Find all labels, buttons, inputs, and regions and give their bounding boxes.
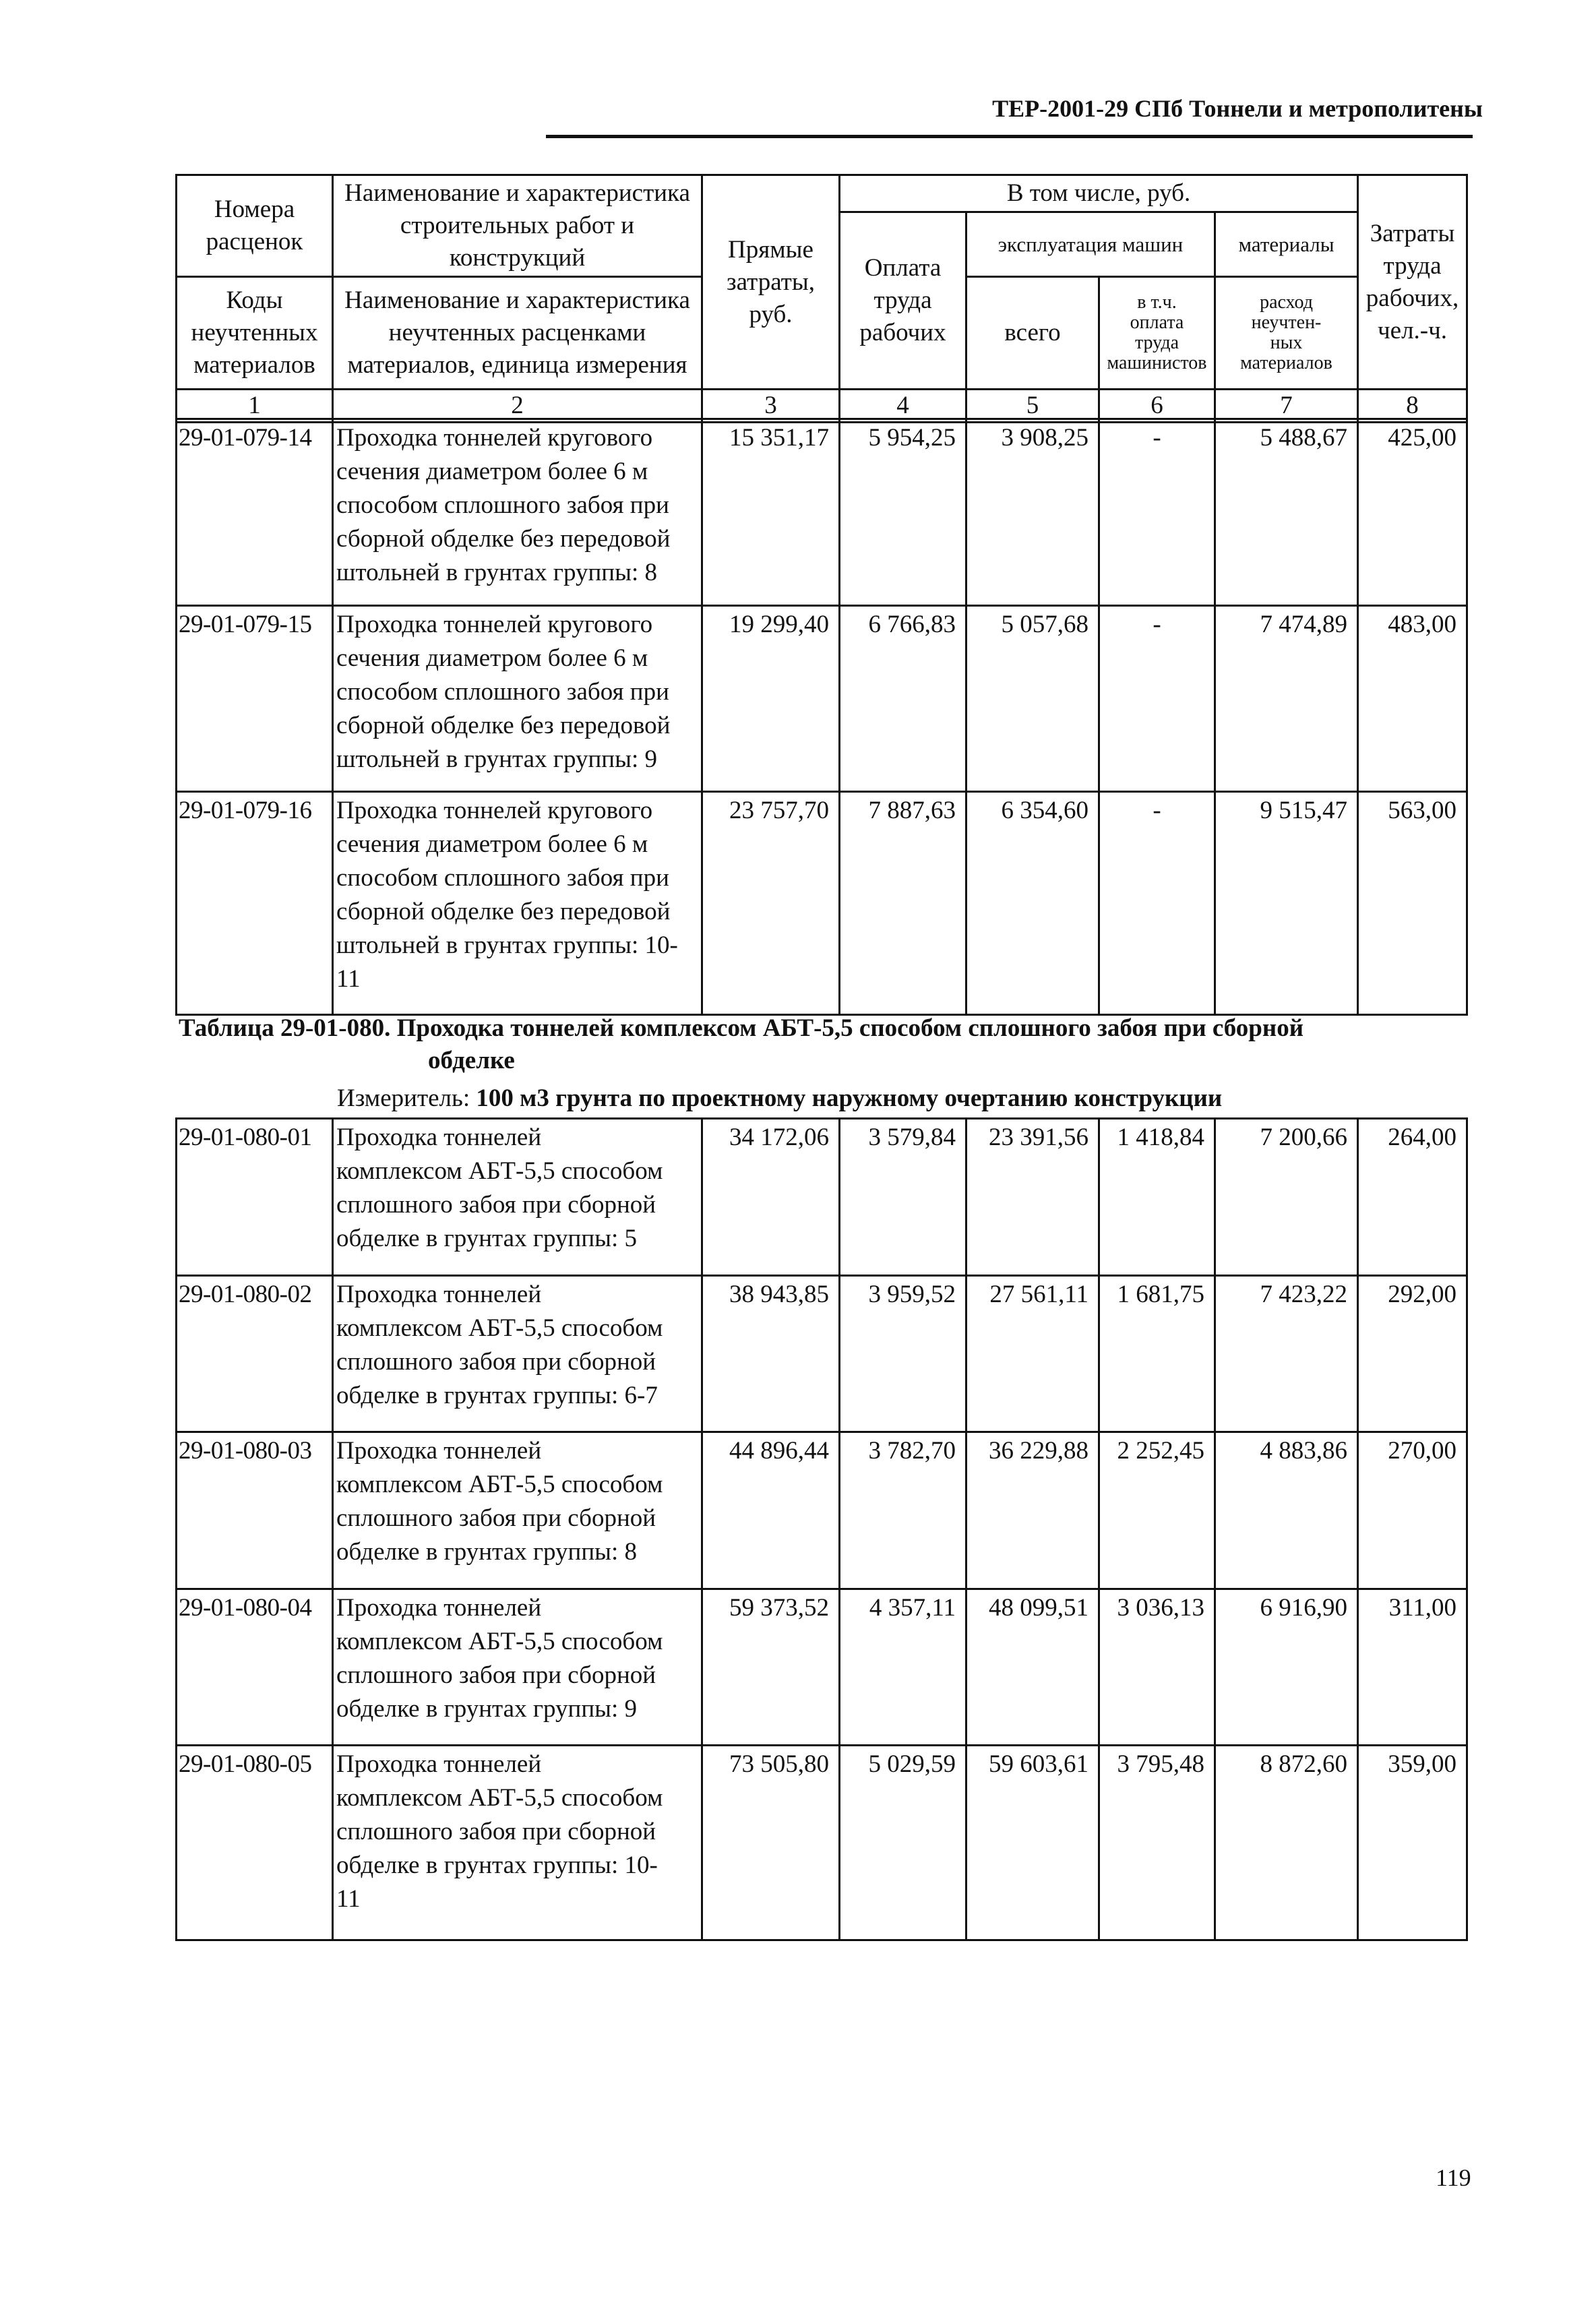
rate-name-line: Проходка тоннелей кругового <box>336 610 653 638</box>
rate-name-line: сечения диаметром более 6 м <box>336 458 648 485</box>
direct-cost: 34 172,06 <box>702 1119 840 1276</box>
materials-cost: 9 515,47 <box>1215 792 1358 1015</box>
rate-name-line: Проходка тоннелей <box>336 1124 542 1151</box>
materials-cost: 8 872,60 <box>1215 1746 1358 1940</box>
rate-code: 29-01-080-03 <box>177 1432 333 1589</box>
measure-value: 100 м3 грунта по проектному наружному очертанию конструкции <box>476 1084 1223 1112</box>
rate-name-line: штольней в грунтах группы: 10- <box>336 931 678 960</box>
column-number: 7 <box>1215 390 1358 423</box>
direct-cost: 38 943,85 <box>702 1275 840 1432</box>
header-text: неучтенных <box>191 319 318 346</box>
materials-cost: 4 883,86 <box>1215 1432 1358 1589</box>
rate-code: 29-01-079-16 <box>177 792 333 1015</box>
rate-name-line: сплошного забоя при сборной <box>336 1347 656 1376</box>
header-text: материалов <box>1240 352 1332 373</box>
table-row <box>177 605 1467 792</box>
operators-cost: 1 681,75 <box>1099 1275 1215 1432</box>
labor-cost: 7 887,63 <box>840 792 966 1015</box>
header-text: затраты, <box>727 268 815 296</box>
header-text: Оплата <box>864 254 942 282</box>
labor-hours: 264,00 <box>1358 1119 1467 1276</box>
direct-cost: 44 896,44 <box>702 1432 840 1589</box>
machines-cost: 36 229,88 <box>966 1432 1099 1589</box>
rate-code: 29-01-080-05 <box>177 1746 333 1940</box>
labor-cost: 3 579,84 <box>840 1119 966 1276</box>
rate-name-line: обделке в грунтах группы: 5 <box>336 1225 638 1252</box>
materials-cost: 7 474,89 <box>1215 605 1358 792</box>
header-materials: материалы <box>1215 212 1358 277</box>
column-number: 3 <box>702 390 840 423</box>
rate-name-line: 11 <box>336 1885 361 1913</box>
page-number: 119 <box>1436 2164 1471 2191</box>
header-col5: всего <box>966 277 1099 390</box>
header-text: труда <box>1383 251 1442 280</box>
column-number: 4 <box>840 390 966 423</box>
operators-cost: 3 036,13 <box>1099 1589 1215 1746</box>
header-col8 <box>1358 175 1467 390</box>
rate-name-line: Проходка тоннелей <box>336 1437 542 1465</box>
direct-cost: 59 373,52 <box>702 1589 840 1746</box>
labor-cost: 6 766,83 <box>840 605 966 792</box>
rate-name <box>333 1589 702 1746</box>
header-text: труда <box>1134 332 1179 353</box>
header-text: Номера <box>214 195 295 223</box>
header-text: в т.ч. <box>1137 292 1177 313</box>
rate-name-line: обделке в грунтах группы: 9 <box>336 1694 638 1723</box>
labor-hours: 563,00 <box>1358 792 1467 1015</box>
rate-name <box>333 1746 702 1940</box>
rate-name-line: Проходка тоннелей кругового <box>336 424 653 452</box>
rate-name-line: комплексом АБТ-5,5 способом <box>336 1784 663 1812</box>
column-number: 2 <box>333 390 702 423</box>
header-text: материалов, единица измерения <box>347 351 687 379</box>
labor-hours: 292,00 <box>1358 1275 1467 1432</box>
header-text: машинистов <box>1107 352 1207 373</box>
rate-name-line: штольней в грунтах группы: 8 <box>336 559 657 586</box>
direct-cost: 73 505,80 <box>702 1746 840 1940</box>
header-text: рабочих, <box>1365 284 1459 312</box>
rate-name-line: сечения диаметром более 6 м <box>336 830 648 859</box>
rate-name-line: способом сплошного забоя при <box>336 491 669 519</box>
rate-name-line: сплошного забоя при сборной <box>336 1504 656 1533</box>
direct-cost: 23 757,70 <box>702 792 840 1015</box>
header-text: Прямые <box>728 235 814 264</box>
machines-cost: 48 099,51 <box>966 1589 1099 1746</box>
operators-cost: 1 418,84 <box>1099 1119 1215 1276</box>
labor-cost: 5 029,59 <box>840 1746 966 1940</box>
labor-hours: 425,00 <box>1358 419 1467 606</box>
operators-cost: 3 795,48 <box>1099 1746 1215 1940</box>
rate-name-line: сборной обделке без передовой <box>336 898 671 926</box>
column-number: 1 <box>177 390 333 423</box>
rate-name-line: сборной обделке без передовой <box>336 525 671 553</box>
column-number: 5 <box>966 390 1099 423</box>
machines-cost: 27 561,11 <box>966 1275 1099 1432</box>
rate-code: 29-01-079-14 <box>177 419 333 606</box>
table-row <box>177 1589 1467 1746</box>
header-col7 <box>1215 277 1358 390</box>
rate-name-line: 11 <box>336 965 361 993</box>
rates-table-079 <box>175 418 1468 1016</box>
column-number: 8 <box>1358 390 1467 423</box>
direct-cost: 19 299,40 <box>702 605 840 792</box>
column-number: 6 <box>1099 390 1215 423</box>
header-text: расход <box>1260 292 1313 313</box>
rate-name-line: обделке в грунтах группы: 6-7 <box>336 1381 658 1409</box>
header-text: Коды <box>226 286 283 314</box>
rate-code: 29-01-080-04 <box>177 1589 333 1746</box>
rate-name-line: Проходка тоннелей <box>336 1593 542 1622</box>
rate-name-line: комплексом АБТ-5,5 способом <box>336 1627 663 1655</box>
labor-hours: 359,00 <box>1358 1746 1467 1940</box>
table-caption <box>179 1012 1459 1077</box>
rate-name-line: штольней в грунтах группы: 9 <box>336 745 657 773</box>
direct-cost: 15 351,17 <box>702 419 840 606</box>
column-header-table <box>175 174 1468 423</box>
operators-cost: - <box>1099 419 1215 606</box>
caption-line: обделке <box>428 1047 515 1074</box>
header-text: строительных работ и конструкций <box>400 212 635 272</box>
rate-name-line: обделке в грунтах группы: 8 <box>336 1538 638 1566</box>
measure-unit <box>337 1082 1222 1115</box>
header-text: Наименование и характеристика <box>344 286 690 314</box>
header-col2-top <box>333 175 702 277</box>
header-text: ных <box>1270 332 1303 353</box>
rate-name-line: способом сплошного забоя при <box>336 864 669 892</box>
rate-name-line: сплошного забоя при сборной <box>336 1661 656 1689</box>
document-header-title: ТЕР-2001-29 СПб Тоннели и метрополитены <box>992 95 1483 122</box>
table-row <box>177 1432 1467 1589</box>
table-row <box>177 1746 1467 1940</box>
labor-hours: 483,00 <box>1358 605 1467 792</box>
machines-cost: 3 908,25 <box>966 419 1099 606</box>
labor-hours: 270,00 <box>1358 1432 1467 1589</box>
labor-cost: 3 959,52 <box>840 1275 966 1432</box>
rate-name-line: Проходка тоннелей <box>336 1750 542 1779</box>
materials-cost: 5 488,67 <box>1215 419 1358 606</box>
measure-label: Измеритель: <box>337 1084 470 1112</box>
rate-name <box>333 1432 702 1589</box>
header-col2-bottom <box>333 277 702 390</box>
header-text: расценок <box>206 228 303 255</box>
rate-name-line: сечения диаметром более 6 м <box>336 644 648 672</box>
rate-name <box>333 1119 702 1276</box>
rate-name-line: способом сплошного забоя при <box>336 677 669 706</box>
materials-cost: 6 916,90 <box>1215 1589 1358 1746</box>
header-text: труда <box>873 286 932 314</box>
table-row <box>177 1119 1467 1276</box>
table-row <box>177 419 1467 606</box>
rate-name <box>333 1275 702 1432</box>
header-text: руб. <box>749 300 793 328</box>
header-text: оплата <box>1130 312 1184 333</box>
caption-line: Таблица 29-01-080. Проходка тоннелей комплексом АБТ-5,5 способом сплошного забоя при сборной <box>179 1014 1304 1042</box>
machines-cost: 5 057,68 <box>966 605 1099 792</box>
labor-cost: 3 782,70 <box>840 1432 966 1589</box>
rate-name-line: Проходка тоннелей кругового <box>336 797 653 825</box>
header-text: материалов <box>193 351 315 379</box>
rate-name-line: Проходка тоннелей <box>336 1280 542 1308</box>
header-rule <box>546 135 1473 138</box>
operators-cost: - <box>1099 792 1215 1015</box>
operators-cost: - <box>1099 605 1215 792</box>
table-row <box>177 1275 1467 1432</box>
rate-name-line: комплексом АБТ-5,5 способом <box>336 1314 663 1342</box>
rate-name-line: комплексом АБТ-5,5 способом <box>336 1157 663 1185</box>
table-row <box>177 792 1467 1015</box>
rate-name-line: сплошного забоя при сборной <box>336 1818 656 1846</box>
header-text: рабочих <box>859 319 946 346</box>
machines-cost: 6 354,60 <box>966 792 1099 1015</box>
rate-name <box>333 605 702 792</box>
rate-name <box>333 792 702 1015</box>
header-machines: эксплуатация машин <box>966 212 1215 277</box>
labor-cost: 5 954,25 <box>840 419 966 606</box>
rate-name-line: сплошного забоя при сборной <box>336 1191 656 1219</box>
header-text: Затраты <box>1370 219 1455 247</box>
rate-code: 29-01-080-02 <box>177 1275 333 1432</box>
header-col3 <box>702 175 840 390</box>
header-group-included: В том числе, руб. <box>840 175 1358 212</box>
rate-name-line: комплексом АБТ-5,5 способом <box>336 1471 663 1499</box>
header-col6 <box>1099 277 1215 390</box>
machines-cost: 59 603,61 <box>966 1746 1099 1940</box>
header-text: неучтен- <box>1251 312 1322 333</box>
rate-name-line: обделке в грунтах группы: 10- <box>336 1851 658 1880</box>
header-text: Наименование и характеристика <box>344 179 690 207</box>
rate-name <box>333 419 702 606</box>
header-text: неучтенных расценками <box>388 319 646 346</box>
header-col1-top <box>177 175 333 277</box>
header-text: чел.-ч. <box>1378 316 1447 344</box>
rate-code: 29-01-080-01 <box>177 1119 333 1276</box>
header-col1-bottom <box>177 277 333 390</box>
rates-table-080 <box>175 1117 1468 1941</box>
labor-hours: 311,00 <box>1358 1589 1467 1746</box>
materials-cost: 7 200,66 <box>1215 1119 1358 1276</box>
operators-cost: 2 252,45 <box>1099 1432 1215 1589</box>
machines-cost: 23 391,56 <box>966 1119 1099 1276</box>
materials-cost: 7 423,22 <box>1215 1275 1358 1432</box>
header-col4 <box>840 212 966 390</box>
labor-cost: 4 357,11 <box>840 1589 966 1746</box>
rate-name-line: сборной обделке без передовой <box>336 711 671 739</box>
rate-code: 29-01-079-15 <box>177 605 333 792</box>
